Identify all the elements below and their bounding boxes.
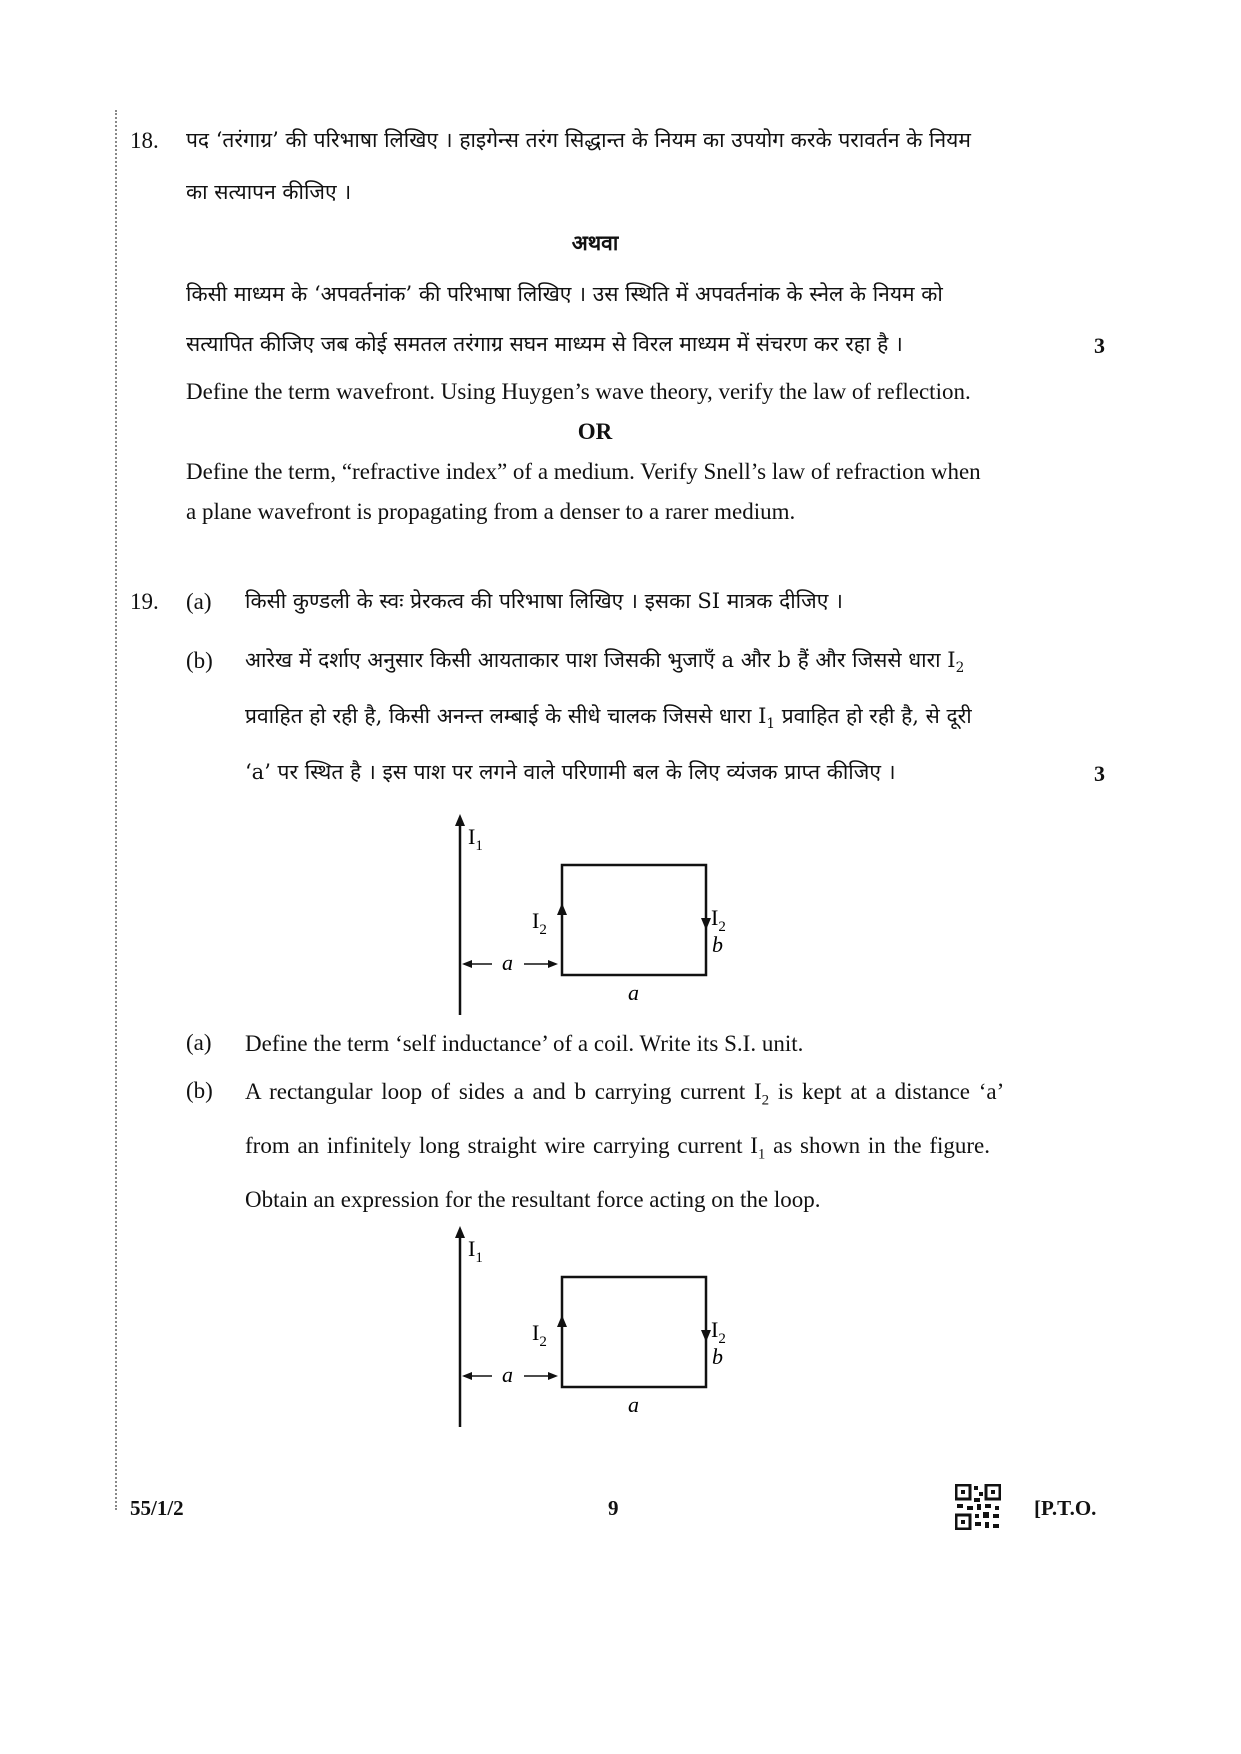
q19-hindi-part-b-label: (b) <box>186 648 213 673</box>
loop-current-label-left: $I_2$ <box>532 908 547 938</box>
q19-hindi-part-b-line-3: ‘a’ पर स्थित है । इस पाश पर लगने वाले परिणामी बल के लिए व्यंजक प्राप्त कीजिए । <box>245 760 896 784</box>
loop-wire-figure-2 <box>440 1222 740 1437</box>
q19-english-part-b-line-1: A rectangular loop of sides a and b carrying current $I_2$ is kept at a distance ‘a’ <box>245 1079 1005 1109</box>
q18-hindi-line-3: किसी माध्यम के ‘अपवर्तनांक’ की परिभाषा लिखिए । उस स्थिति में अपवर्तनांक के स्नेल के नियम को <box>186 282 943 306</box>
q18-marks: 3 <box>1094 333 1105 358</box>
q19-english-part-a: Define the term ‘self inductance’ of a coil. Write its S.I. unit. <box>245 1031 804 1056</box>
q18-hindi-or: अथवा <box>571 230 619 255</box>
q19-hindi-part-b-line-1: आरेख में दर्शाए अनुसार किसी आयताकार पाश जिसकी भुजाएँ a और b हैं और जिससे धारा $I_2$ <box>245 648 965 677</box>
side-a-label: a <box>628 980 639 1005</box>
side-b-label: b <box>712 932 723 957</box>
q18-hindi-line-4: सत्यापित कीजिए जब कोई समतल तरंगाग्र सघन माध्यम से विरल माध्यम में संचरण कर रहा है । <box>186 332 903 356</box>
q19-marks: 3 <box>1094 761 1105 786</box>
side-a-label: a <box>628 1392 639 1417</box>
q18-english-line-2: Define the term, “refractive index” of a medium. Verify Snell’s law of refraction when <box>186 459 981 484</box>
q19-english-part-a-label: (a) <box>186 1030 212 1055</box>
question-number-18: 18. <box>130 128 159 153</box>
loop-current-label-right: $I_2$ <box>711 905 726 935</box>
gap-a-label: a <box>502 950 513 975</box>
qr-code-icon <box>955 1484 1001 1530</box>
q19-hindi-part-a: किसी कुण्डली के स्वः प्रेरकत्व की परिभाषा लिखिए । इसका SI मात्रक दीजिए । <box>245 589 843 613</box>
loop-current-label-left: $I_2$ <box>532 1320 547 1350</box>
side-b-label: b <box>712 1344 723 1369</box>
q19-hindi-part-a-label: (a) <box>186 589 212 614</box>
q18-english-line-3: a plane wavefront is propagating from a denser to a rarer medium. <box>186 499 796 524</box>
gap-a-label: a <box>502 1362 513 1387</box>
page-number: 9 <box>608 1496 619 1520</box>
please-turn-over: [P.T.O. <box>1034 1496 1097 1520</box>
q19-english-part-b-label: (b) <box>186 1078 213 1103</box>
wire-current-label: $I_1$ <box>468 1236 483 1266</box>
paper-code: 55/1/2 <box>130 1496 184 1520</box>
q18-hindi-line-1: पद ‘तरंगाग्र’ की परिभाषा लिखिए । हाइगेन्स तरंग सिद्धान्त के नियम का उपयोग करके परावर्तन के नियम <box>186 128 971 152</box>
loop-current-label-right: $I_2$ <box>711 1317 726 1347</box>
q19-english-part-b-line-2: from an infinitely long straight wire carrying current $I_1$ as shown in the figure. <box>245 1133 991 1163</box>
q18-english-or: OR <box>577 419 613 444</box>
question-number-19: 19. <box>130 589 159 614</box>
q18-hindi-line-2: का सत्यापन कीजिए । <box>186 180 352 204</box>
q19-english-part-b-line-3: Obtain an expression for the resultant force acting on the loop. <box>245 1187 821 1212</box>
margin-dotted-line <box>115 110 117 1510</box>
q18-english-line-1: Define the term wavefront. Using Huygen’s wave theory, verify the law of reflection. <box>186 379 971 404</box>
q19-hindi-part-b-line-2: प्रवाहित हो रही है, किसी अनन्त लम्बाई के सीधे चालक जिससे धारा $I_1$ प्रवाहित हो रही है, से दूरी <box>245 704 972 733</box>
loop-wire-figure-1 <box>440 810 740 1025</box>
wire-current-label: $I_1$ <box>468 824 483 854</box>
